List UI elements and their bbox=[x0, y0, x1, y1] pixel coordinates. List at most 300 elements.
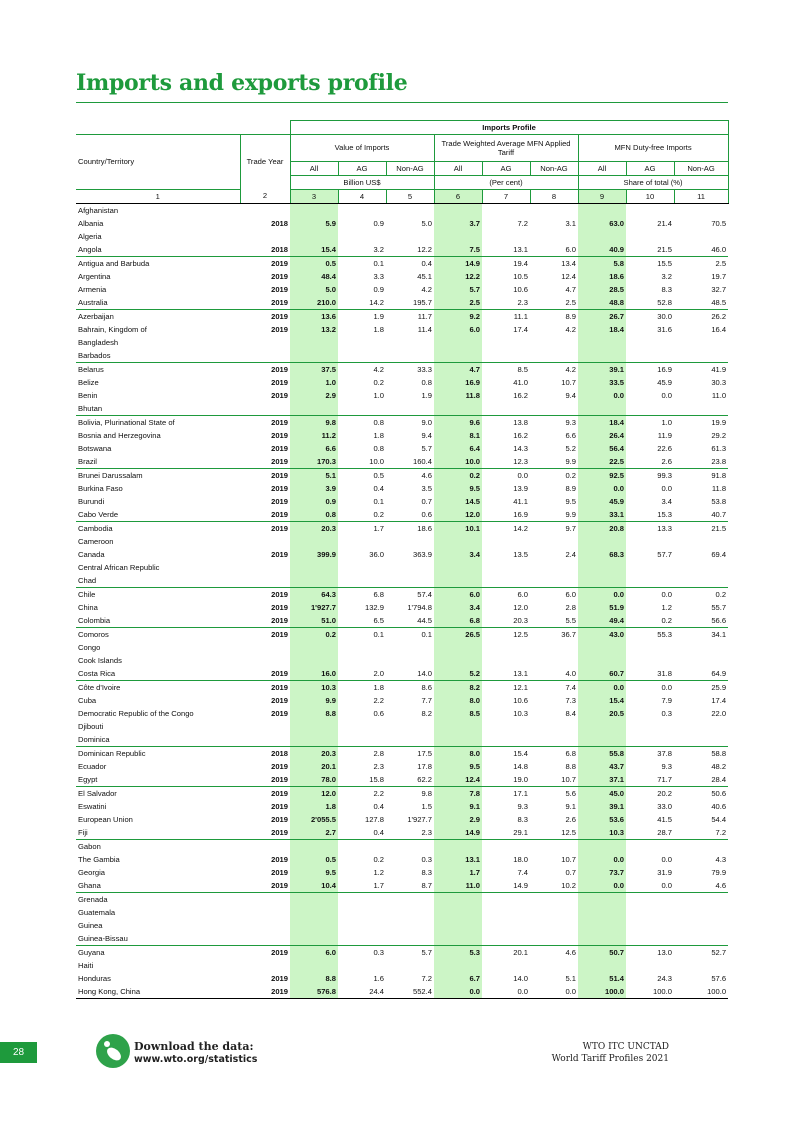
value-cell: 0.2 bbox=[290, 628, 338, 642]
table-row bbox=[76, 243, 728, 257]
value-cell: 15.4 bbox=[290, 243, 338, 257]
value-cell bbox=[434, 336, 482, 349]
value-cell bbox=[578, 336, 626, 349]
value-cell: 0.0 bbox=[578, 389, 626, 402]
page-number: 28 bbox=[0, 1042, 37, 1063]
value-cell: 9.4 bbox=[421, 430, 432, 440]
value-cell: 8.3 bbox=[421, 867, 432, 877]
value-cell: 363.9 bbox=[412, 549, 432, 559]
value-cell bbox=[482, 349, 530, 363]
value-cell bbox=[674, 840, 728, 854]
table-row bbox=[76, 893, 728, 907]
value-cell: 0.4 bbox=[373, 483, 384, 493]
value-cell bbox=[674, 906, 728, 919]
value-cell: 18.4 bbox=[578, 416, 626, 430]
table-row bbox=[76, 310, 728, 324]
value-cell: 1.8 bbox=[373, 324, 384, 334]
value-cell: 3.2 bbox=[661, 271, 672, 281]
table-row bbox=[76, 641, 728, 654]
value-cell: 11.1 bbox=[513, 311, 528, 321]
value-cell: 1.6 bbox=[373, 973, 384, 983]
value-cell bbox=[434, 230, 482, 243]
column-number: 7 bbox=[482, 190, 530, 204]
trade-year-cell: 2019 bbox=[271, 523, 288, 533]
value-cell: 52.8 bbox=[626, 296, 674, 310]
value-cell: 41.9 bbox=[711, 364, 727, 374]
value-cell: 22.6 bbox=[657, 443, 672, 453]
value-cell: 16.2 bbox=[513, 390, 528, 400]
value-cell: 10.6 bbox=[513, 695, 528, 705]
value-cell bbox=[674, 959, 728, 972]
value-cell: 20.3 bbox=[290, 522, 338, 536]
value-cell: 0.3 bbox=[661, 708, 672, 718]
value-cell bbox=[530, 574, 578, 588]
value-cell: 0.1 bbox=[373, 258, 384, 268]
trade-year-cell bbox=[240, 561, 290, 574]
value-cell: 0.8 bbox=[373, 443, 384, 453]
value-cell bbox=[338, 733, 386, 747]
value-cell: 7.2 bbox=[674, 826, 728, 840]
value-cell: 6.4 bbox=[434, 442, 482, 455]
trade-year-cell: 2019 bbox=[271, 788, 288, 798]
trade-year-header: Trade Year bbox=[240, 135, 290, 190]
country-cell: Guinea bbox=[78, 920, 103, 930]
value-cell: 37.5 bbox=[290, 363, 338, 377]
table-row bbox=[76, 760, 728, 773]
value-cell bbox=[626, 204, 674, 218]
value-cell: 2.8 bbox=[565, 602, 576, 612]
trade-year-cell bbox=[240, 720, 290, 733]
trade-year-cell: 2019 bbox=[271, 377, 288, 387]
value-cell: 5.7 bbox=[421, 443, 432, 453]
value-cell bbox=[530, 230, 578, 243]
value-cell: 1.9 bbox=[421, 390, 432, 400]
value-cell: 0.3 bbox=[373, 947, 384, 957]
value-cell: 22.0 bbox=[711, 708, 727, 718]
value-cell: 10.7 bbox=[561, 854, 576, 864]
value-cell: 46.0 bbox=[674, 243, 728, 257]
value-cell: 8.9 bbox=[565, 483, 576, 493]
value-cell: 6.0 bbox=[434, 323, 482, 336]
trade-year-cell: 2019 bbox=[271, 470, 288, 480]
country-cell: Eswatini bbox=[78, 801, 107, 811]
value-cell: 14.9 bbox=[434, 257, 482, 271]
value-cell: 10.7 bbox=[561, 377, 576, 387]
value-cell: 28.4 bbox=[674, 773, 728, 787]
value-cell bbox=[530, 919, 578, 932]
country-cell: Ghana bbox=[76, 879, 240, 893]
table-row bbox=[76, 230, 728, 243]
value-cell: 51.9 bbox=[578, 601, 626, 614]
sub-nonag: Non-AG bbox=[386, 162, 434, 176]
title-divider bbox=[76, 102, 728, 103]
value-cell: 14.3 bbox=[513, 443, 528, 453]
country-cell: Fiji bbox=[76, 826, 240, 840]
value-cell bbox=[386, 641, 434, 654]
download-data-icon[interactable] bbox=[95, 1033, 131, 1069]
value-cell bbox=[482, 654, 530, 667]
value-cell: 9.5 bbox=[434, 482, 482, 495]
value-cell bbox=[578, 959, 626, 972]
value-cell bbox=[386, 893, 434, 907]
value-cell: 0.2 bbox=[373, 377, 384, 387]
value-cell bbox=[338, 840, 386, 854]
value-cell: 0.0 bbox=[578, 879, 626, 893]
column-number: 10 bbox=[626, 190, 674, 204]
table-row bbox=[76, 442, 728, 455]
value-cell: 8.5 bbox=[434, 707, 482, 720]
country-cell: Democratic Republic of the Congo bbox=[78, 708, 194, 718]
value-cell: 100.0 bbox=[578, 985, 626, 999]
value-cell: 8.3 bbox=[517, 814, 528, 824]
value-cell bbox=[578, 840, 626, 854]
table-row bbox=[76, 469, 728, 483]
value-cell: 0.2 bbox=[715, 589, 727, 599]
table-row bbox=[76, 747, 728, 761]
value-cell: 7.3 bbox=[565, 695, 576, 705]
table-row bbox=[76, 906, 728, 919]
value-cell bbox=[482, 840, 530, 854]
value-cell: 0.0 bbox=[530, 985, 578, 999]
value-cell bbox=[338, 641, 386, 654]
value-cell: 50.6 bbox=[711, 788, 727, 798]
value-cell: 5.9 bbox=[290, 217, 338, 230]
value-cell: 26.7 bbox=[578, 310, 626, 324]
value-cell: 0.2 bbox=[565, 470, 576, 480]
column-number: 3 bbox=[290, 190, 338, 204]
table-row bbox=[76, 733, 728, 747]
country-cell: Albania bbox=[78, 218, 104, 228]
value-cell: 6.5 bbox=[338, 614, 386, 628]
value-cell bbox=[338, 654, 386, 667]
trade-year-cell: 2019 bbox=[240, 826, 290, 840]
value-cell: 9.7 bbox=[565, 523, 576, 533]
value-cell: 41.0 bbox=[513, 377, 528, 387]
table-row bbox=[76, 840, 728, 854]
value-cell bbox=[578, 733, 626, 747]
value-cell: 2.6 bbox=[565, 814, 576, 824]
value-cell: 10.4 bbox=[290, 879, 338, 893]
value-cell: 8.8 bbox=[290, 972, 338, 985]
value-cell: 56.6 bbox=[674, 614, 728, 628]
value-header: Value of Imports bbox=[290, 135, 434, 162]
value-cell: 2'055.5 bbox=[290, 813, 338, 826]
table-row bbox=[76, 283, 728, 296]
trade-year-cell: 2019 bbox=[271, 284, 288, 294]
country-cell: The Gambia bbox=[78, 854, 120, 864]
table-row bbox=[76, 257, 728, 271]
value-cell: 16.0 bbox=[290, 667, 338, 681]
value-cell: 0.0 bbox=[626, 879, 674, 893]
value-cell: 30.3 bbox=[711, 377, 727, 387]
value-cell: 7.4 bbox=[517, 867, 528, 877]
value-cell: 24.3 bbox=[657, 973, 672, 983]
value-cell bbox=[482, 919, 530, 932]
value-cell bbox=[626, 574, 674, 588]
value-cell: 0.5 bbox=[290, 853, 338, 866]
value-cell: 23.8 bbox=[674, 455, 728, 469]
column-number: 9 bbox=[578, 190, 626, 204]
trade-year-cell: 2019 bbox=[271, 629, 288, 639]
value-cell: 13.6 bbox=[290, 310, 338, 324]
value-cell bbox=[674, 641, 728, 654]
value-cell: 57.4 bbox=[417, 589, 432, 599]
country-cell: Canada bbox=[78, 549, 105, 559]
value-cell: 73.7 bbox=[578, 866, 626, 879]
value-cell: 0.3 bbox=[421, 854, 432, 864]
value-cell: 26.2 bbox=[711, 311, 727, 321]
value-cell: 25.9 bbox=[711, 682, 727, 692]
dutyfree-header: MFN Duty-free Imports bbox=[578, 135, 728, 162]
value-cell: 15.4 bbox=[578, 694, 626, 707]
value-cell: 0.0 bbox=[661, 682, 672, 692]
trade-year-cell: 2019 bbox=[271, 483, 288, 493]
sub-nonag: Non-AG bbox=[674, 162, 728, 176]
value-cell: 4.6 bbox=[421, 470, 432, 480]
value-cell: 7.2 bbox=[421, 973, 432, 983]
value-cell bbox=[338, 959, 386, 972]
value-cell: 5.3 bbox=[434, 946, 482, 960]
table-row bbox=[76, 588, 728, 602]
value-cell bbox=[530, 906, 578, 919]
value-cell: 0.9 bbox=[373, 218, 384, 228]
table-row bbox=[76, 800, 728, 813]
trade-year-cell bbox=[240, 654, 290, 667]
value-cell bbox=[290, 840, 338, 854]
value-cell: 19.7 bbox=[711, 271, 727, 281]
sub-all: All bbox=[578, 162, 626, 176]
value-cell: 51.0 bbox=[290, 614, 338, 628]
value-cell: 78.0 bbox=[290, 773, 338, 787]
column-number: 11 bbox=[674, 190, 728, 204]
value-cell: 0.4 bbox=[421, 258, 432, 268]
value-cell: 6.6 bbox=[290, 442, 338, 455]
footer-organizations: WTO ITC UNCTAD bbox=[582, 1042, 669, 1052]
table-row bbox=[76, 402, 728, 416]
value-cell: 2.6 bbox=[626, 455, 674, 469]
value-cell bbox=[482, 402, 530, 416]
value-cell: 12.5 bbox=[530, 826, 578, 840]
value-cell bbox=[434, 654, 482, 667]
value-cell bbox=[434, 840, 482, 854]
value-cell: 0.0 bbox=[578, 588, 626, 602]
value-cell bbox=[626, 230, 674, 243]
value-cell: 39.1 bbox=[578, 363, 626, 377]
value-cell: 48.8 bbox=[578, 296, 626, 310]
value-cell: 15.8 bbox=[338, 773, 386, 787]
country-cell: Bahrain, Kingdom of bbox=[78, 324, 147, 334]
value-cell: 13.5 bbox=[513, 549, 528, 559]
table-row bbox=[76, 681, 728, 695]
value-cell: 33.1 bbox=[578, 508, 626, 522]
table-row bbox=[76, 866, 728, 879]
value-cell: 13.3 bbox=[657, 523, 672, 533]
country-cell: Guatemala bbox=[78, 907, 116, 917]
country-cell: Djibouti bbox=[78, 721, 104, 731]
value-cell: 0.2 bbox=[338, 508, 386, 522]
value-cell: 1.0 bbox=[290, 376, 338, 389]
table-row bbox=[76, 919, 728, 932]
value-cell bbox=[578, 919, 626, 932]
value-cell: 11.8 bbox=[711, 483, 727, 493]
value-cell: 14.9 bbox=[434, 826, 482, 840]
value-cell bbox=[434, 641, 482, 654]
value-cell: 0.9 bbox=[290, 495, 338, 508]
value-cell: 2.7 bbox=[290, 826, 338, 840]
value-cell: 2.0 bbox=[338, 667, 386, 681]
table-row bbox=[76, 217, 728, 230]
value-cell: 2.9 bbox=[434, 813, 482, 826]
value-cell bbox=[530, 932, 578, 946]
table-row bbox=[76, 707, 728, 720]
value-cell bbox=[578, 535, 626, 548]
value-cell: 576.8 bbox=[290, 985, 338, 999]
value-cell: 71.7 bbox=[626, 773, 674, 787]
trade-year-cell: 2018 bbox=[240, 243, 290, 257]
value-cell bbox=[626, 641, 674, 654]
value-cell bbox=[290, 893, 338, 907]
value-cell bbox=[674, 402, 728, 416]
value-cell bbox=[290, 959, 338, 972]
value-cell: 11.8 bbox=[434, 389, 482, 402]
trade-year-cell: 2019 bbox=[240, 455, 290, 469]
value-cell: 33.5 bbox=[578, 376, 626, 389]
value-cell: 11.0 bbox=[711, 390, 727, 400]
value-cell: 55.8 bbox=[578, 747, 626, 761]
value-cell bbox=[434, 574, 482, 588]
table-row bbox=[76, 720, 728, 733]
value-cell bbox=[290, 535, 338, 548]
value-cell bbox=[386, 720, 434, 733]
value-cell: 9.0 bbox=[421, 417, 432, 427]
value-cell: 37.8 bbox=[657, 748, 672, 758]
value-cell bbox=[530, 959, 578, 972]
value-cell: 10.0 bbox=[338, 455, 386, 469]
country-cell: Belize bbox=[78, 377, 99, 387]
table-row bbox=[76, 561, 728, 574]
value-cell: 21.4 bbox=[657, 218, 672, 228]
value-cell bbox=[434, 959, 482, 972]
value-cell bbox=[530, 733, 578, 747]
value-cell bbox=[530, 204, 578, 218]
value-cell: 12.0 bbox=[290, 787, 338, 801]
value-cell bbox=[338, 336, 386, 349]
trade-year-cell bbox=[240, 641, 290, 654]
value-cell bbox=[530, 641, 578, 654]
trade-year-cell: 2019 bbox=[271, 443, 288, 453]
trade-year-cell: 2019 bbox=[271, 761, 288, 771]
value-cell bbox=[386, 230, 434, 243]
country-cell: Côte d'Ivoire bbox=[78, 682, 121, 692]
trade-year-cell bbox=[240, 535, 290, 548]
value-cell bbox=[578, 906, 626, 919]
value-cell: 6.6 bbox=[565, 430, 576, 440]
country-cell: Chad bbox=[76, 574, 240, 588]
value-cell: 6.0 bbox=[290, 946, 338, 960]
value-cell bbox=[482, 733, 530, 747]
value-cell: 0.6 bbox=[386, 508, 434, 522]
trade-year-cell: 2019 bbox=[271, 549, 288, 559]
value-cell: 57.7 bbox=[657, 549, 672, 559]
table-row bbox=[76, 349, 728, 363]
value-cell: 51.4 bbox=[578, 972, 626, 985]
table-row bbox=[76, 376, 728, 389]
table-row bbox=[76, 336, 728, 349]
value-cell: 57.6 bbox=[711, 973, 727, 983]
trade-year-cell: 2019 bbox=[271, 311, 288, 321]
trade-year-cell: 2019 bbox=[271, 258, 288, 268]
trade-year-cell: 2019 bbox=[240, 879, 290, 893]
value-cell bbox=[434, 932, 482, 946]
value-cell: 3.2 bbox=[338, 243, 386, 257]
value-cell: 195.7 bbox=[386, 296, 434, 310]
value-cell: 11.0 bbox=[434, 879, 482, 893]
value-cell: 20.3 bbox=[290, 747, 338, 761]
value-cell: 12.4 bbox=[434, 773, 482, 787]
value-cell: 0.1 bbox=[421, 629, 432, 639]
trade-year-cell bbox=[240, 204, 290, 218]
value-cell: 0.4 bbox=[338, 826, 386, 840]
value-cell: 0.5 bbox=[290, 257, 338, 271]
country-cell: Burundi bbox=[78, 496, 105, 506]
value-cell: 1.5 bbox=[421, 801, 432, 811]
sub-nonag: Non-AG bbox=[530, 162, 578, 176]
value-cell: 99.3 bbox=[657, 470, 672, 480]
value-cell: 4.2 bbox=[565, 324, 576, 334]
value-cell: 100.0 bbox=[626, 985, 674, 999]
sub-ag: AG bbox=[626, 162, 674, 176]
value-cell: 9.4 bbox=[565, 390, 576, 400]
value-cell: 2.2 bbox=[373, 788, 384, 798]
value-cell bbox=[482, 893, 530, 907]
value-cell bbox=[530, 840, 578, 854]
trade-year-cell: 2019 bbox=[271, 364, 288, 374]
value-cell: 91.8 bbox=[711, 470, 727, 480]
sub-ag: AG bbox=[482, 162, 530, 176]
value-cell: 2.3 bbox=[482, 296, 530, 310]
value-cell: 26.5 bbox=[434, 628, 482, 642]
value-cell: 12.2 bbox=[434, 270, 482, 283]
value-cell: 8.7 bbox=[386, 879, 434, 893]
value-cell: 12.3 bbox=[482, 455, 530, 469]
download-link[interactable]: www.wto.org/statistics bbox=[134, 1054, 258, 1065]
table-row bbox=[76, 535, 728, 548]
value-cell bbox=[434, 402, 482, 416]
value-cell: 13.9 bbox=[513, 483, 528, 493]
value-cell: 8.3 bbox=[661, 284, 672, 294]
value-cell: 4.6 bbox=[565, 947, 576, 957]
table-row bbox=[76, 508, 728, 522]
sub-all: All bbox=[290, 162, 338, 176]
value-cell: 9.9 bbox=[530, 455, 578, 469]
value-cell: 13.4 bbox=[561, 258, 576, 268]
country-cell: Ecuador bbox=[78, 761, 107, 771]
value-cell bbox=[626, 720, 674, 733]
value-cell: 10.0 bbox=[434, 455, 482, 469]
value-cell: 4.2 bbox=[421, 284, 432, 294]
value-cell: 6.0 bbox=[530, 243, 578, 257]
value-cell: 19.0 bbox=[482, 773, 530, 787]
value-cell: 53.8 bbox=[711, 496, 727, 506]
table-row bbox=[76, 853, 728, 866]
trade-year-cell: 2019 bbox=[271, 867, 288, 877]
value-cell bbox=[626, 840, 674, 854]
value-cell bbox=[626, 561, 674, 574]
value-cell: 9.1 bbox=[434, 800, 482, 813]
value-cell: 10.2 bbox=[530, 879, 578, 893]
value-cell bbox=[386, 574, 434, 588]
value-cell: 210.0 bbox=[290, 296, 338, 310]
